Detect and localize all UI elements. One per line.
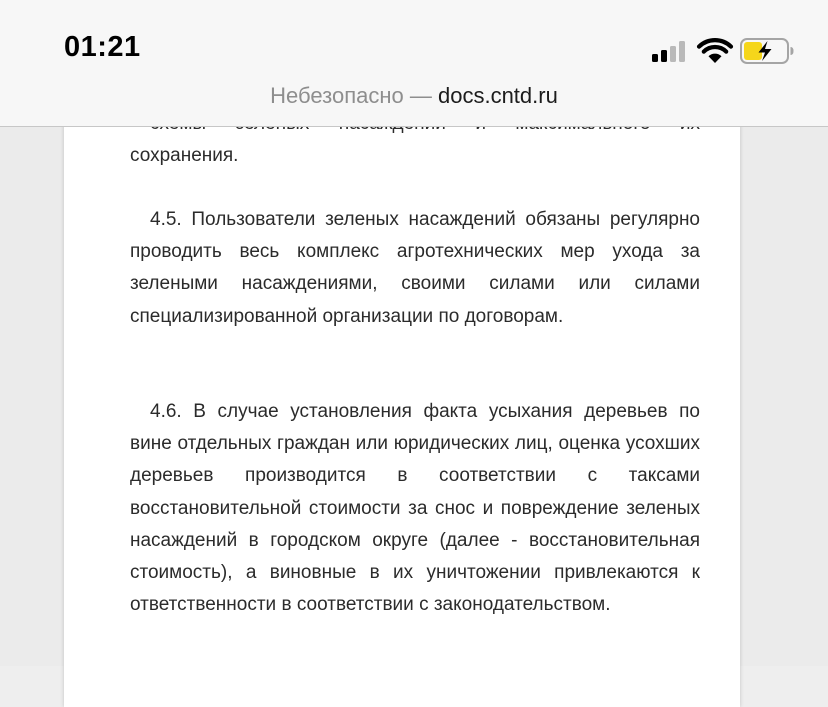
cellular-signal-icon [652, 40, 690, 62]
status-bar [0, 0, 828, 78]
url-domain[interactable]: docs.cntd.ru [437, 83, 558, 108]
battery-charging-icon [740, 38, 794, 64]
clock-time: 01:21 [64, 31, 141, 63]
document-text-fragment-end: сохранения. [130, 145, 239, 166]
wifi-icon [697, 38, 733, 64]
address-bar[interactable] [0, 78, 828, 127]
security-warning-label: Небезопасно — [270, 83, 432, 108]
web-content[interactable] [0, 127, 828, 666]
paragraph-4-6: 4.6. В случае установления факта усыхания деревьев по вине отдельных граждан или юридических лиц, оценка усохших деревьев производится в соответствии с таксами восстановительной стоимости за снос и повреждение зеленых насаждений в городском округе (далее - восстановительная стоимость), а виновные в их уничтожении привлекаются к ответственности в соответствии с законодательством. [130, 401, 700, 616]
document-page [64, 87, 740, 707]
paragraph-4-5: 4.5. Пользователи зеленых насаждений обязаны регулярно проводить весь комплекс агротехнических мер ухода за зелеными насаждениями, своими силами или силами специализированной организации по договорам. [130, 209, 700, 327]
